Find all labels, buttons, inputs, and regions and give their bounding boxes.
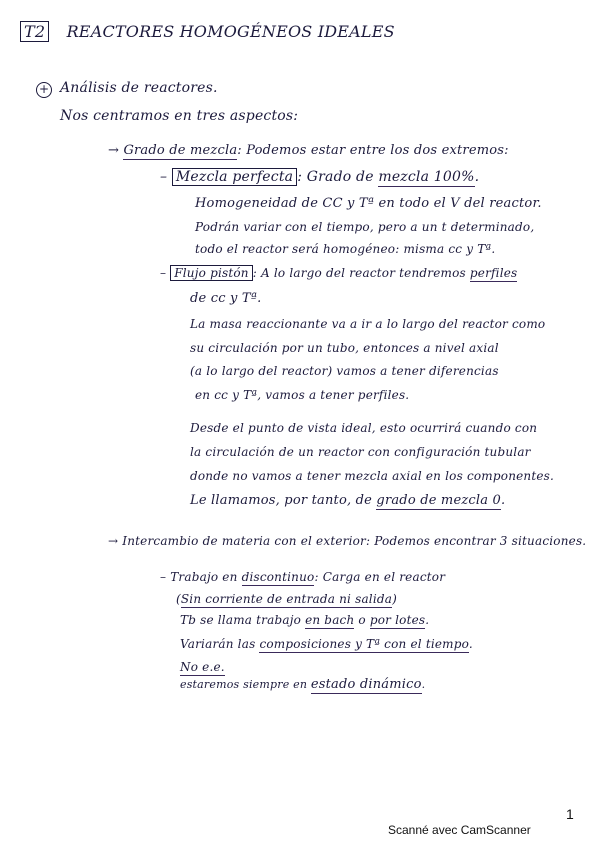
discontinuo-l3 xyxy=(180,637,473,651)
mezcla-perfecta-l1: Homogeneidad de CC y Tª en todo el V del reactor. xyxy=(195,196,542,211)
grado-mezcla-cero: grado de mezcla 0 xyxy=(376,493,501,508)
discontinuo-l2-a: Tb se llama trabajo xyxy=(180,613,302,627)
discontinuo-b: discontinuo xyxy=(241,570,315,584)
discontinuo-l3-a: Variarán las xyxy=(180,637,256,651)
page-number: 1 xyxy=(566,806,574,822)
flujo-piston-l2: La masa reaccionante va a ir a lo largo del reactor como xyxy=(190,317,546,331)
title-text: REACTORES HOMOGÉNEOS IDEALES xyxy=(66,22,395,41)
mezcla-perfecta-text-b: mezcla 100% xyxy=(378,169,475,185)
flujo-piston-l7: la circulación de un reactor con configuración tubular xyxy=(190,445,531,459)
discontinuo-l2 xyxy=(180,613,429,627)
por-lotes: por lotes xyxy=(369,613,426,627)
grado-mezcla-title-rest: : Podemos estar entre los dos extremos: xyxy=(237,143,509,158)
flujo-piston-l4: (a lo largo del reactor) vamos a tener diferencias xyxy=(190,364,499,378)
arrow-icon: → xyxy=(108,143,120,158)
discontinuo-c: : Carga en el reactor xyxy=(314,570,446,584)
flujo-piston-line xyxy=(160,266,517,280)
mezcla-perfecta-l3: todo el reactor será homogéneo: misma cc y Tª. xyxy=(195,242,496,256)
period: . xyxy=(421,678,426,691)
no-ee: No e.e. xyxy=(180,660,225,674)
mezcla-perfecta-l2: Podrán variar con el tiempo, pero a un t determinado, xyxy=(195,220,535,234)
sin-corriente: Sin corriente de entrada ni salida xyxy=(180,592,393,606)
discontinuo-l2-c: o xyxy=(358,613,366,627)
flujo-piston-l5: en cc y Tª, vamos a tener perfiles. xyxy=(195,388,410,402)
plus-bullet-icon: + xyxy=(36,82,52,98)
discontinuo-l5 xyxy=(180,677,425,692)
flujo-piston-text-a: : A lo largo del reactor tendremos xyxy=(252,266,466,280)
flujo-piston-label: Flujo pistón xyxy=(170,265,253,281)
arrow-icon: → xyxy=(108,534,119,548)
flujo-piston-l9-c: . xyxy=(501,493,506,508)
page-title xyxy=(20,22,395,41)
no-ee-line xyxy=(180,660,225,674)
scanner-watermark: Scanné avec CamScanner xyxy=(388,823,531,837)
intercambio-header xyxy=(108,534,586,548)
flujo-piston-l8: donde no vamos a tener mezcla axial en los componentes. xyxy=(190,469,555,483)
discontinuo-l5-a: estaremos siempre en xyxy=(180,678,308,691)
flujo-piston-l3: su circulación por un tubo, entonces a nivel axial xyxy=(190,341,499,355)
grado-mezcla-title: Grado de mezcla xyxy=(123,143,238,158)
dash-icon: – xyxy=(160,266,167,280)
flujo-piston-text-b: perfiles xyxy=(469,266,518,280)
period: . xyxy=(468,637,473,651)
composiciones: composiciones y Tª con el tiempo xyxy=(259,637,469,651)
en-bach: en bach xyxy=(305,613,355,627)
mezcla-perfecta-label: Mezcla perfecta xyxy=(172,168,297,186)
topic-number: T2 xyxy=(20,21,49,42)
discontinuo-l1 xyxy=(176,592,397,606)
paren-open: ( xyxy=(176,592,181,606)
estado-dinamico: estado dinámico xyxy=(310,677,422,692)
flujo-piston-l6: Desde el punto de vista ideal, esto ocurrirá cuando con xyxy=(190,421,538,435)
flujo-piston-l1: de cc y Tª. xyxy=(190,291,262,306)
period: . xyxy=(425,613,430,627)
section-heading: Análisis de reactores. xyxy=(60,80,218,96)
intercambio-text: Intercambio de materia con el exterior: Podemos encontrar 3 situaciones. xyxy=(122,534,587,548)
paren-close: ) xyxy=(392,592,398,606)
flujo-piston-l9-a: Le llamamos, por tanto, de xyxy=(190,493,373,508)
dash-icon: – xyxy=(160,169,168,185)
section-subheading: Nos centramos en tres aspectos: xyxy=(60,108,299,124)
flujo-piston-l9 xyxy=(190,493,505,508)
discontinuo-line xyxy=(160,570,445,584)
mezcla-perfecta-text-c: . xyxy=(474,169,480,185)
mezcla-perfecta-text-a: : Grado de xyxy=(297,169,374,185)
mezcla-perfecta-line xyxy=(160,169,479,185)
discontinuo-a: Trabajo en xyxy=(170,570,238,584)
grado-mezcla-header xyxy=(108,143,509,158)
dash-icon: – xyxy=(160,570,167,584)
